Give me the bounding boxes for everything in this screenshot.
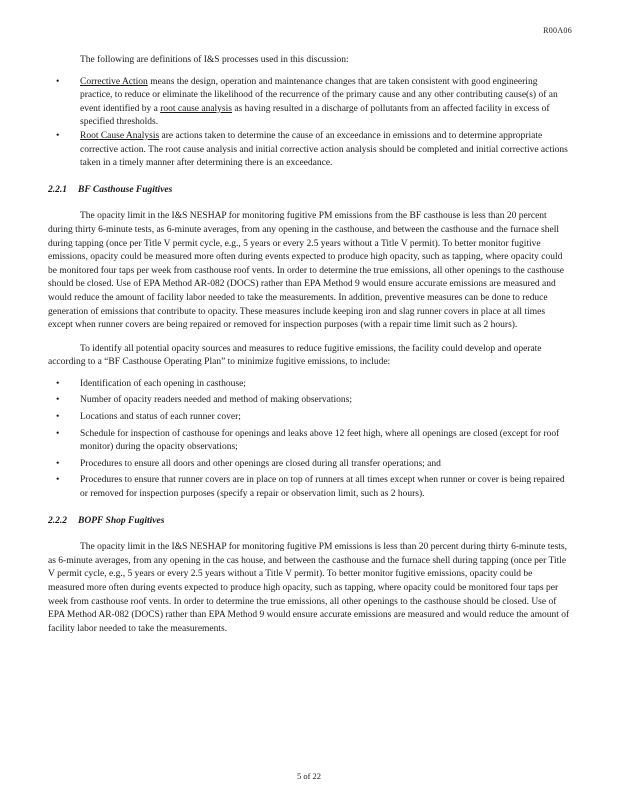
- definition-text: as having resulted in a discharge of pollutants from an affected facility in excess of specified thresholds.: [80, 103, 550, 128]
- bullet-icon: •: [56, 395, 60, 406]
- section-title: BOPF Shop Fugitives: [78, 515, 165, 526]
- section-number: 2.2.1: [48, 184, 67, 195]
- bullet-icon: •: [56, 458, 60, 469]
- section-paragraph: The opacity limit in the I&S NESHAP for monitoring fugitive PM emissions from the BF casthouse is less than 20 percent during thirty 6-minute tests, as 6-minute averages, from any opening in the casthouse, and between the casthouse and the furnace shell during tapping (once per Title V permit cycle, e.g., 5 years or every 2.5 years without a Title V permit). To better monitor fugitive emissions, opacity could be measured more often during events expected to produce high opacity, such as tapping, where opacity could be monitored four taps per week from casthouse roof vents. In order to determine the true emissions, all other openings to the casthouse should be closed. Use of EPA Method AR-082 (DOCS) rather than EPA Method 9 would ensure accurate emissions are measured and would reduce the amount of facility labor needed to take the measurements. In addition, preventive measures can be done to reduce generation of emissions that contribute to opacity. These measures include keeping iron and slag runner covers in place at all times except when runner covers are being repaired or removed for inspection purposes (with a repair time limit such as 2 hours).: [48, 211, 565, 331]
- list-item-text: Locations and status of each runner cover;: [80, 412, 241, 423]
- section-paragraph: To identify all potential opacity sources and measures to reduce fugitive emissions, the facility could develop and operate according to a “BF Casthouse Operating Plan” to minimize fugitive emissions, to include:: [48, 343, 542, 368]
- bullet-icon: •: [56, 130, 60, 141]
- list-item-text: Procedures to ensure all doors and other openings are closed during all transfer operations; and: [80, 458, 441, 469]
- list-item-text: Schedule for inspection of casthouse for openings and leaks above 12 feet high, where all openings are closed (except for roof monitor) during the opacity observations;: [80, 428, 560, 453]
- section-heading: [48, 515, 570, 529]
- plan-items-list: [48, 378, 570, 502]
- bullet-icon: •: [56, 378, 60, 389]
- list-item: [48, 378, 570, 392]
- definition-text: means the design, operation and maintenance changes that are taken consistent with good engineering practice, to reduce or eliminate the likelihood of the recurrence of the primary cause and any other contributing cause(s) of an event identified by a: [80, 76, 558, 114]
- page-number: 5 of 22: [296, 771, 322, 781]
- definitions-list: [48, 76, 570, 171]
- section-paragraph: The opacity limit in the I&S NESHAP for monitoring fugitive PM emissions is less than 20 percent during thirty 6-minute tests, as 6-minute averages, from any opening in the cas house, and between the casthouse and the furnace shell during tapping (once per Title V permit cycle, e.g., 5 years or every 2.5 years without a Title V permit). To better monitor fugitive emissions, opacity could be measured more often during events expected to produce high opacity, such as tapping, where opacity could be monitored four taps per week from casthouse roof vents. In order to determine the true emissions, all other openings to the casthouse should be closed. Use of EPA Method AR-082 (DOCS) rather than EPA Method 9 would ensure accurate emissions are measured and would reduce the amount of facility labor needed to take the measurements.: [48, 542, 570, 634]
- definition-term: Root Cause Analysis: [80, 130, 160, 141]
- section-title: BF Casthouse Fugitives: [78, 184, 173, 195]
- list-item-text: Number of opacity readers needed and method of making observations;: [80, 395, 352, 406]
- bullet-icon: •: [56, 475, 60, 486]
- bullet-icon: •: [56, 428, 60, 439]
- definition-item: [48, 130, 570, 171]
- section-heading: [48, 184, 570, 198]
- list-item-text: Procedures to ensure that runner covers are in place on top of runners at all times except when runner or cover is being repaired or removed for inspection purposes (specify a repair or observation limit, such as 2 hours).: [80, 475, 565, 500]
- bullet-icon: •: [56, 76, 60, 87]
- definition-text: are actions taken to determine the cause of an exceedance in emissions and to determine appropriate corrective action. The root cause analysis and initial corrective action analysis should be completed and initial corrective actions taken in a timely manner after determining there is an exceedance.: [80, 130, 568, 169]
- document-body: [48, 54, 570, 636]
- definition-item: [48, 76, 570, 130]
- document-id: R00A06: [543, 26, 572, 35]
- bullet-icon: •: [56, 412, 60, 423]
- definition-term: Corrective Action: [80, 76, 148, 87]
- section-number: 2.2.2: [48, 515, 67, 526]
- intro-text: The following are definitions of I&S processes used in this discussion:: [80, 55, 349, 65]
- list-item-text: Identification of each opening in casthouse;: [80, 378, 246, 389]
- list-item: [48, 474, 570, 501]
- list-item: [48, 458, 570, 472]
- list-item: [48, 428, 570, 455]
- definition-link: root cause analysis: [160, 103, 232, 114]
- list-item: [48, 394, 570, 408]
- list-item: [48, 411, 570, 425]
